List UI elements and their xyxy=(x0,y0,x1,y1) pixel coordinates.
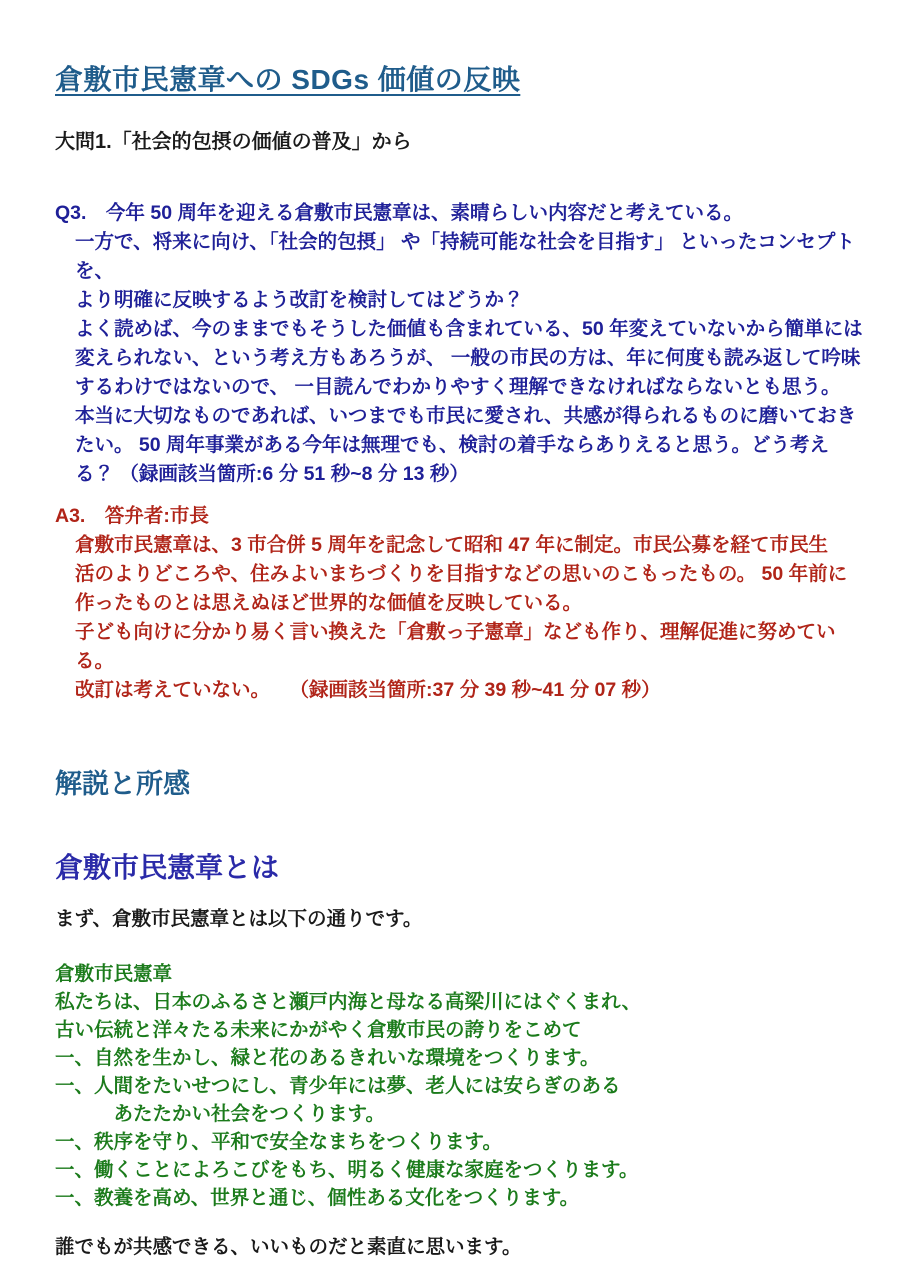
answer-line: 子ども向けに分かり易く言い換えた「倉敷っ子憲章」なども作り、理解促進に努めている。 xyxy=(75,621,836,672)
charter-line: あたたかい社会をつくります。 xyxy=(55,1103,385,1125)
charter-line: 一、人間をたいせつにし、青少年には夢、老人には安らぎのある xyxy=(55,1075,621,1097)
question-line: よく読めば、今のままでもそうした価値も含まれている、50 年変えていないから簡単には xyxy=(75,318,863,340)
question-line: より明確に反映するよう改訂を検討してはどうか？ xyxy=(75,289,524,311)
section-label: 大問1.「社会的包摂の価値の普及」から xyxy=(55,131,412,153)
charter-line: 古い伝統と洋々たる未来にかがやく倉敷市民の誇りをこめて xyxy=(55,1019,582,1041)
question-line: 一方で、将来に向け、「社会的包摂」 や「持続可能な社会を目指す」 といったコンセプトを、 xyxy=(75,231,855,282)
answer-line: 作ったものとは思えぬほど世界的な価値を反映している。 xyxy=(75,592,583,614)
question-line: 本当に大切なものであれば、いつまでも市民に愛され、共感が得られるものに磨いておき xyxy=(75,405,857,427)
charter-line: 一、教養を高め、世界と通じ、個性ある文化をつくります。 xyxy=(55,1187,580,1209)
answer-line: 倉敷市民憲章は、3 市合併 5 周年を記念して昭和 47 年に制定。市民公募を経て市民生 xyxy=(75,534,828,556)
question-line: 変えられない、という考え方もあろうが、 一般の市民の方は、年に何度も読み返して吟味 xyxy=(75,347,861,369)
page-title: 倉敷市民憲章への SDGs 価値の反映 xyxy=(55,64,521,95)
charter-block xyxy=(55,960,869,1212)
question-line: たい。 50 周年事業がある今年は無理でも、検討の着手ならありえると思う。どう考え xyxy=(75,434,830,456)
charter-line: 倉敷市民憲章 xyxy=(55,963,173,985)
charter-intro: まず、倉敷市民憲章とは以下の通りです。 xyxy=(55,908,423,930)
question-line: る？ （録画該当箇所:6 分 51 秒~8 分 13 秒） xyxy=(75,463,469,485)
charter-line: 私たちは、日本のふるさと瀬戸内海と母なる高梁川にはぐくまれ、 xyxy=(55,991,642,1013)
question-line: するわけではないので、 一目読んでわかりやすく理解できなければならないとも思う。 xyxy=(75,376,841,398)
question-block xyxy=(55,199,869,489)
question-line: Q3. 今年 50 周年を迎える倉敷市民憲章は、素晴らしい内容だと考えている。 xyxy=(55,202,743,224)
answer-block xyxy=(55,502,869,705)
answer-line: 改訂は考えていない。 （録画該当箇所:37 分 39 秒~41 分 07 秒） xyxy=(75,679,661,701)
answer-line: A3. 答弁者:市長 xyxy=(55,505,209,527)
closing-remark: 誰でもが共感できる、いいものだと素直に思います。 xyxy=(55,1236,522,1258)
charter-line: 一、秩序を守り、平和で安全なまちをつくります。 xyxy=(55,1131,502,1153)
answer-line: 活のよりどころや、住みよいまちづくりを目指すなどの思いのこもったもの。 50 年前に xyxy=(75,563,848,585)
charter-heading: 倉敷市民憲章とは xyxy=(55,852,280,883)
commentary-heading: 解説と所感 xyxy=(55,769,190,799)
charter-line: 一、自然を生かし、緑と花のあるきれいな環境をつくります。 xyxy=(55,1047,600,1069)
charter-line: 一、働くことによろこびをもち、明るく健康な家庭をつくります。 xyxy=(55,1159,639,1181)
